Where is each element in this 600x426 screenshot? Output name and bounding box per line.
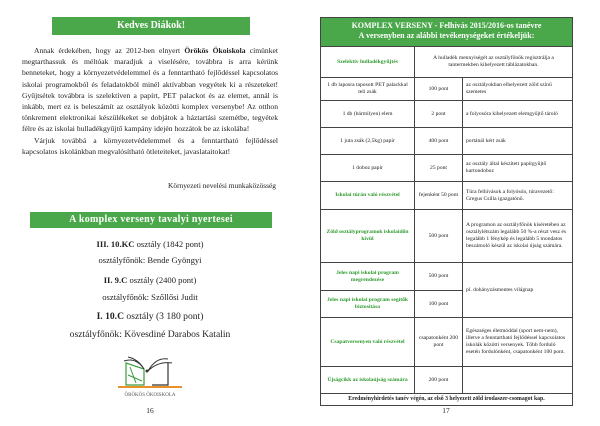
paragraph-1 — [22, 45, 278, 135]
competition-table — [320, 17, 573, 406]
table-row — [321, 46, 572, 77]
table-header — [321, 18, 572, 46]
winner-2 — [0, 275, 300, 285]
page-17 — [300, 0, 600, 426]
winner-3 — [0, 239, 300, 249]
svg-text:ÖRÖKÖS ÖKOISKOLA: ÖRÖKÖS ÖKOISKOLA — [124, 393, 176, 398]
section-desc: A hulladék mennyiségét az osztályfőnök regisztrálja a tantermekben kihelyezett táblázatokban. — [433, 55, 554, 68]
item: 1 juta zsák (2,5kg) papír — [321, 128, 415, 154]
note — [463, 367, 572, 393]
points: 500 pont — [415, 263, 463, 290]
table-row — [321, 154, 572, 181]
winners-banner: A komplex verseny tavalyi nyertesei — [30, 212, 272, 228]
item: 1 db (bármilyen) elem — [321, 101, 415, 127]
points: 100 pont — [415, 291, 463, 317]
table-row — [321, 209, 572, 262]
points: 25 pont — [415, 155, 463, 181]
bold-text: Örökös Ökoiskola — [184, 46, 246, 55]
table-row — [321, 100, 572, 127]
points: 100 pont — [415, 78, 463, 100]
item: 1 db laposra taposott PET palackkal teli zsák — [321, 78, 415, 100]
location: az osztály által készített papírgyűjtő kartondoboz — [466, 161, 547, 174]
table-footer: Eredményhirdetés tanév végén, az első 3 helyezett zöld irodaszer-csomagot kap. — [321, 393, 572, 405]
text: címünket megtarthassuk és méltóak maradjuk a viselésére, továbbra is arra kérünk benneteket, hogy a környezetvédelemmel és a fenntartható fejlődéssel kapcsolatos iskolai programokból és feladatokból minél aktívabban vegyétek ki a részeteket! Gyűjtsétek továbbra is szelektíven a papírt, PET palackot és az elemet, annál is inkább, mert ez is beleszámít az osztályok közötti komplex versenybe! Az otthon tönkrement elektronikai készülékeket se dobjátok a háztartási szemétbe, tegyétek félre és az iskolai hulladékgyűjtő kampány idején hozzátok be az iskolába! — [22, 46, 278, 134]
signature: Környezeti nevelési munkaközösség — [168, 181, 276, 190]
place: III. 10.KC — [96, 239, 135, 249]
table-row-group — [321, 262, 572, 317]
table-row — [321, 181, 572, 209]
table-row — [321, 127, 572, 154]
activity: Jeles napi iskolai program megrendezése — [321, 263, 415, 290]
note: Túra felhívások a folyósón, túravezető: Gregus Csilla igazgatónő. — [466, 188, 554, 202]
points: 2 pont — [415, 101, 463, 127]
jeles-rows — [321, 263, 463, 317]
points: 400 pont — [415, 128, 463, 154]
points: 500 pont — [415, 210, 463, 262]
teacher-2: osztályfőnök: Szőllősi Judit — [102, 292, 198, 302]
place: I. 10.C — [96, 311, 125, 322]
activity: Jeles napi iskolai program segítők biztosítása — [321, 291, 415, 317]
note: A programon az osztályfőnök kíséretében az osztálylétszám legalább 50 %-a részt vesz és legalább 1 fénykép és legalább 5 mondatos beszámoló készül az iskolai újság számára. — [466, 222, 567, 249]
activity: Iskolai túrán való részvétel — [321, 182, 415, 209]
text: Annak érdekében, hogy az 2012-ben elnyert — [34, 46, 185, 55]
location: portánál kért zsák — [466, 137, 506, 144]
teacher-1: osztályfőnök: Kövesdiné Darabos Katalin — [69, 329, 231, 340]
note: pl. dohányzásmentes világnap — [466, 286, 534, 293]
activity: Zöld osztályprogramok iskolaidőn kívül — [321, 210, 415, 262]
location: a folyosóra kihelyezett elemgyűjtő tároló — [466, 110, 558, 117]
table-row — [321, 317, 572, 366]
activity: Újságcikk az iskolaújság számára — [321, 367, 415, 393]
class-points: osztály (1842 pont) — [134, 239, 204, 249]
body-text — [22, 45, 278, 157]
teacher-3: osztályfőnök: Bende Gyöngyi — [98, 255, 202, 265]
paragraph-2: Várjuk továbbá a környezetvédelemmel és a fenntartható fejlődéssel kapcsolatos iskolánkban megvalósítható ötleteiteket, javaslataitokat! — [22, 135, 278, 156]
table-row — [321, 263, 463, 290]
table-row — [321, 77, 572, 100]
table-row — [321, 366, 572, 393]
note: Egészséges életmóddal (sport nem-nem), illetve a fenntartható fejlődéssel kapcsolatos iskolák közötti versenyek. Több forduló esetén fordulónként, csapatonként 100 pont. — [466, 328, 566, 355]
table-title: KOMPLEX VERSENY - Felhívás 2015/2016-os tanévre — [351, 21, 542, 30]
points: 200 pont — [415, 367, 463, 393]
table-subtitle: A versenyben az alábbi tevékenységeket értékeljük: — [358, 31, 535, 40]
place: II. 9.C — [103, 275, 128, 285]
okoiskola-logo — [116, 355, 184, 399]
location: az osztályokban elhelyezett zöld színű szemetes — [466, 82, 552, 95]
activity: Csapatversenyen való részvétel — [321, 318, 415, 366]
points: fejenként 50 pont — [415, 182, 463, 209]
greeting-banner: Kedves Diákok! — [52, 17, 250, 35]
page-number: 16 — [146, 406, 154, 415]
winner-1 — [0, 311, 300, 322]
points: csapatonként 200 pont — [415, 318, 463, 366]
section-label: Szelektív hulladékgyűjtés — [321, 47, 415, 77]
class-points: osztály (3 180 pont) — [124, 311, 204, 322]
class-points: osztály (2400 pont) — [127, 275, 197, 285]
table-row — [321, 290, 463, 317]
page-number: 17 — [442, 406, 450, 415]
item: 1 doboz papír — [321, 155, 415, 181]
